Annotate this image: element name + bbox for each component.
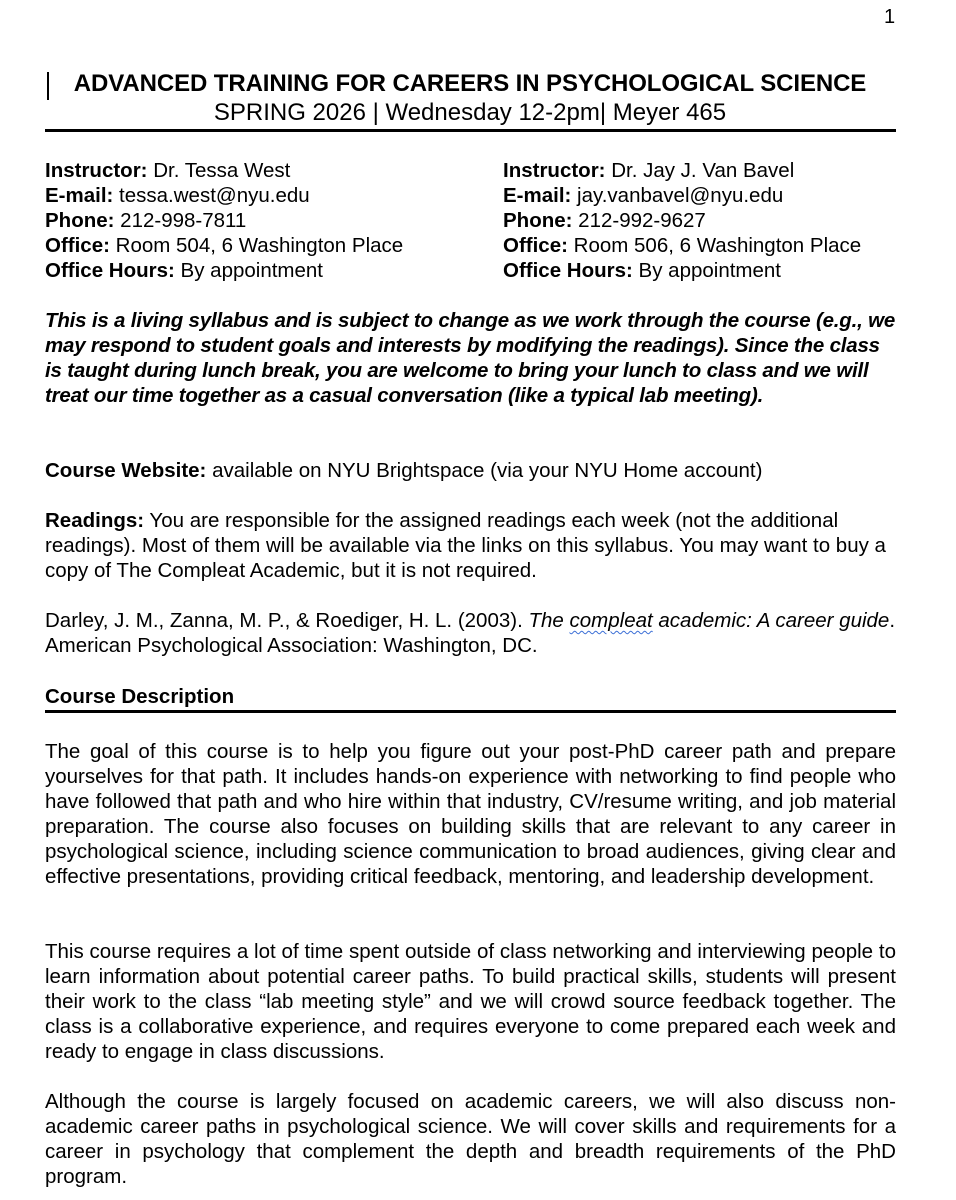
description-paragraph-1: The goal of this course is to help you figure out your post-PhD career path and prepare yourselves for that path. It includes hands-on experience with networking to find people who have followed that path and who hire within that industry, CV/resume writing, and job material preparation. The course also focuses on building skills that are relevant to any career in psychological science, including science communication to broad audiences, giving clear and effective presentations, providing critical feedback, mentoring, and leadership development.	[45, 740, 896, 888]
spellcheck-flagged-word[interactable]: compleat	[569, 609, 653, 632]
phone-line: Phone: 212-998-7811	[45, 209, 247, 232]
instructor-line: Instructor: Dr. Tessa West	[45, 159, 291, 182]
email-line: E-mail: tessa.west@nyu.edu	[45, 184, 310, 207]
readings-paragraph: Readings: You are responsible for the assigned readings each week (not the additional readings). Most of them will be available via the links on this syllabus. You may want to buy a copy of The Compleat Academic, but it is not required.	[45, 509, 886, 582]
office-line: Office: Room 506, 6 Washington Place	[503, 234, 862, 257]
textbook-citation: Darley, J. M., Zanna, M. P., & Roediger, H. L. (2003). The compleat academic: A career guide. American Psychological Association: Washington, DC.	[45, 609, 896, 657]
section-divider	[45, 710, 896, 713]
course-title[interactable]: ADVANCED TRAINING FOR CAREERS IN PSYCHOLOGICAL SCIENCE	[73, 70, 867, 97]
section-heading-course-description: Course Description	[45, 685, 235, 708]
email-value[interactable]: jay.vanbavel@nyu.edu	[571, 184, 784, 207]
description-paragraph-2: This course requires a lot of time spent outside of class networking and interviewing people to learn information about potential career paths. To build practical skills, students will present their work to the class “lab meeting style” and we will crowd source feedback together. The class is a collaborative experience, and requires everyone to come prepared each week and ready to engage in class discussions.	[45, 940, 896, 1063]
instructor-line: Instructor: Dr. Jay J. Van Bavel	[503, 159, 795, 182]
header-divider	[45, 129, 896, 132]
course-website: Course Website: available on NYU Brightspace (via your NYU Home account)	[45, 459, 763, 482]
email-value[interactable]: tessa.west@nyu.edu	[113, 184, 310, 207]
office-hours-line: Office Hours: By appointment	[45, 259, 324, 282]
phone-line: Phone: 212-992-9627	[503, 209, 706, 232]
description-paragraph-3: Although the course is largely focused on academic careers, we will also discuss non-academic career paths in psychological science. We will cover skills and requirements for a career in psychology that complement the depth and breadth requirements of the PhD program.	[45, 1090, 896, 1188]
living-syllabus-note: This is a living syllabus and is subject to change as we work through the course (e.g., we may respond to student goals and interests by modifying the readings). Since the class is taught during lunch break, you are welcome to bring your lunch to class and we will treat our time together as a casual conversation (like a typical lab meeting).	[45, 309, 896, 407]
course-schedule[interactable]: SPRING 2026 | Wednesday 12-2pm| Meyer 465	[213, 99, 727, 126]
office-hours-line: Office Hours: By appointment	[503, 259, 782, 282]
email-line: E-mail: jay.vanbavel@nyu.edu	[503, 184, 784, 207]
page-number: 1	[884, 6, 896, 28]
instructor-block-van-bavel	[503, 158, 861, 283]
office-line: Office: Room 504, 6 Washington Place	[45, 234, 404, 257]
instructor-block-west	[45, 158, 403, 283]
